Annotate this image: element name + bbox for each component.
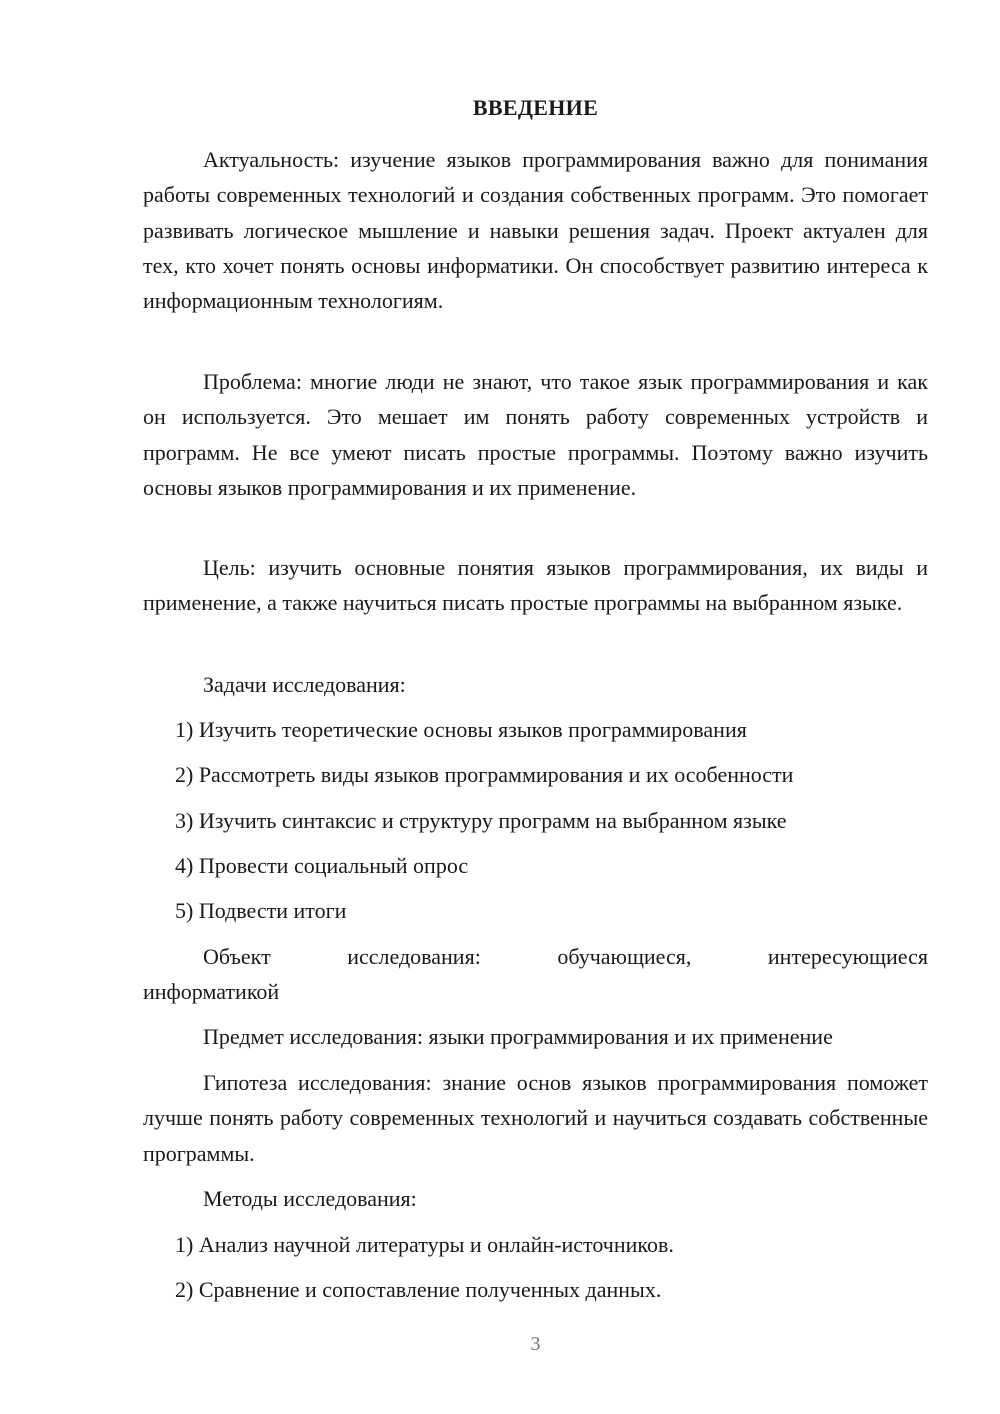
problem-paragraph: Проблема: многие люди не знают, что такое язык программирования и как он используется. Это мешает им понять работу современных устройств и программ. Не все умеют писать простые программы. Поэтому важно изучить основы языков программирования и их применение. [143, 369, 928, 500]
subject-paragraph: Предмет исследования: языки программирования и их применение [203, 1024, 833, 1049]
object-word-4: интересующиеся [767, 944, 928, 969]
object-line-1 [143, 939, 928, 974]
hypothesis-paragraph: Гипотеза исследования: знание основ языков программирования поможет лучше понять работу современных технологий и научиться создавать собственные программы. [143, 1070, 928, 1166]
object-word-1: Объект [203, 944, 271, 969]
task-item-4: 4) Провести социальный опрос [175, 853, 469, 878]
page-number: 3 [530, 1333, 541, 1355]
document-page [143, 0, 928, 1414]
object-line-2: информатикой [143, 979, 280, 1005]
task-item-1: 1) Изучить теоретические основы языков программирования [175, 717, 747, 742]
task-item-5: 5) Подвести итоги [175, 898, 347, 923]
tasks-title: Задачи исследования: [203, 672, 406, 697]
method-item-2: 2) Сравнение и сопоставление полученных данных. [175, 1277, 662, 1302]
object-word-3: обучающиеся, [557, 944, 692, 969]
object-paragraph [143, 939, 928, 1010]
task-item-3: 3) Изучить синтаксис и структуру программ на выбранном языке [175, 808, 787, 833]
object-word-2: исследования: [347, 944, 481, 969]
section-heading: ВВЕДЕНИЕ [472, 95, 599, 120]
task-item-2: 2) Рассмотреть виды языков программирования и их особенности [175, 762, 794, 787]
method-item-1: 1) Анализ научной литературы и онлайн-источников. [175, 1232, 674, 1257]
actuality-paragraph: Актуальность: изучение языков программирования важно для понимания работы современных технологий и создания собственных программ. Это помогает развивать логическое мышление и навыки решения задач. Проект актуален для тех, кто хочет понять основы информатики. Он способствует развитию интереса к информационным технологиям. [143, 147, 928, 314]
goal-paragraph: Цель: изучить основные понятия языков программирования, их виды и применение, а также научиться писать простые программы на выбранном языке. [143, 555, 928, 616]
methods-title: Методы исследования: [203, 1186, 417, 1211]
